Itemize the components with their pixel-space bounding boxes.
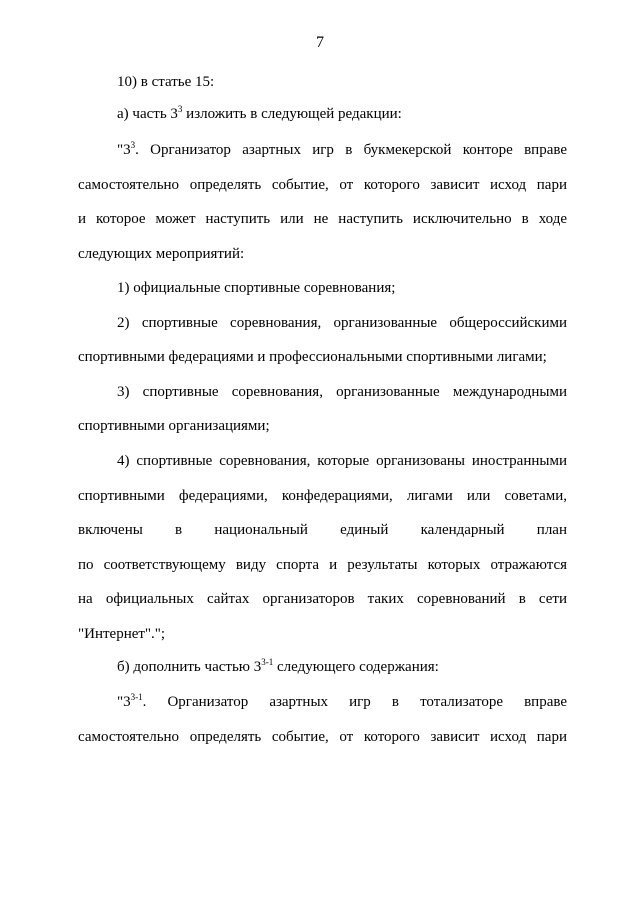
text-segment: "3 [117, 142, 131, 158]
list-item-4-line-4: по соответствующему виду спорта и результаты которых отражаются [78, 557, 567, 573]
list-item-4-line-3: включены в национальный единый календарный план [78, 522, 567, 538]
list-item-4-line-2: спортивными федерациями, конфедерациями, лигами или советами, [78, 488, 567, 504]
superscript: 3-1 [261, 657, 274, 667]
paragraph-3-3-line-3: и которое может наступить или не наступить исключительно в ходе [78, 211, 567, 227]
paragraph-part-a [117, 104, 402, 124]
paragraph-3-3-line-4: следующих мероприятий: [78, 246, 245, 262]
superscript: 3-1 [130, 692, 143, 702]
text-segment: изложить в следующей редакции: [182, 106, 402, 122]
text-segment: следующего содержания: [273, 659, 439, 675]
superscript: 3 [177, 104, 183, 114]
text-segment: . Организатор азартных игр в тотализаторе вправе [142, 694, 567, 710]
paragraph-article-15: 10) в статье 15: [117, 74, 215, 90]
superscript: 3 [130, 140, 136, 150]
list-item-4-line-5: на официальных сайтах организаторов таких соревнований в сети [78, 591, 567, 607]
list-item-2-line-1: 2) спортивные соревнования, организованные общероссийскими [117, 315, 567, 331]
text-segment: "3 [117, 694, 131, 710]
paragraph-3-3-1-line-2: самостоятельно определять событие, от которого зависит исход пари [78, 729, 567, 745]
text-segment: б) дополнить частью 3 [117, 659, 262, 675]
list-item-4-line-6: "Интернет"."; [78, 626, 166, 642]
paragraph-3-3-line-2: самостоятельно определять событие, от которого зависит исход пари [78, 177, 567, 193]
page-number: 7 [316, 34, 324, 51]
list-item-3-line-2: спортивными организациями; [78, 418, 270, 434]
text-segment: . Организатор азартных игр в букмекерской конторе вправе [135, 142, 567, 158]
text-segment: а) часть 3 [117, 106, 178, 122]
paragraph-3-3-1-line-1 [117, 692, 567, 712]
paragraph-part-b [117, 657, 439, 677]
list-item-3-line-1: 3) спортивные соревнования, организованные международными [117, 384, 567, 400]
list-item-2-line-2: спортивными федерациями и профессиональными спортивными лигами; [78, 349, 547, 365]
list-item-4-line-1: 4) спортивные соревнования, которые организованы иностранными [117, 453, 567, 469]
list-item-1: 1) официальные спортивные соревнования; [117, 280, 396, 296]
paragraph-3-3-line-1 [117, 140, 567, 160]
